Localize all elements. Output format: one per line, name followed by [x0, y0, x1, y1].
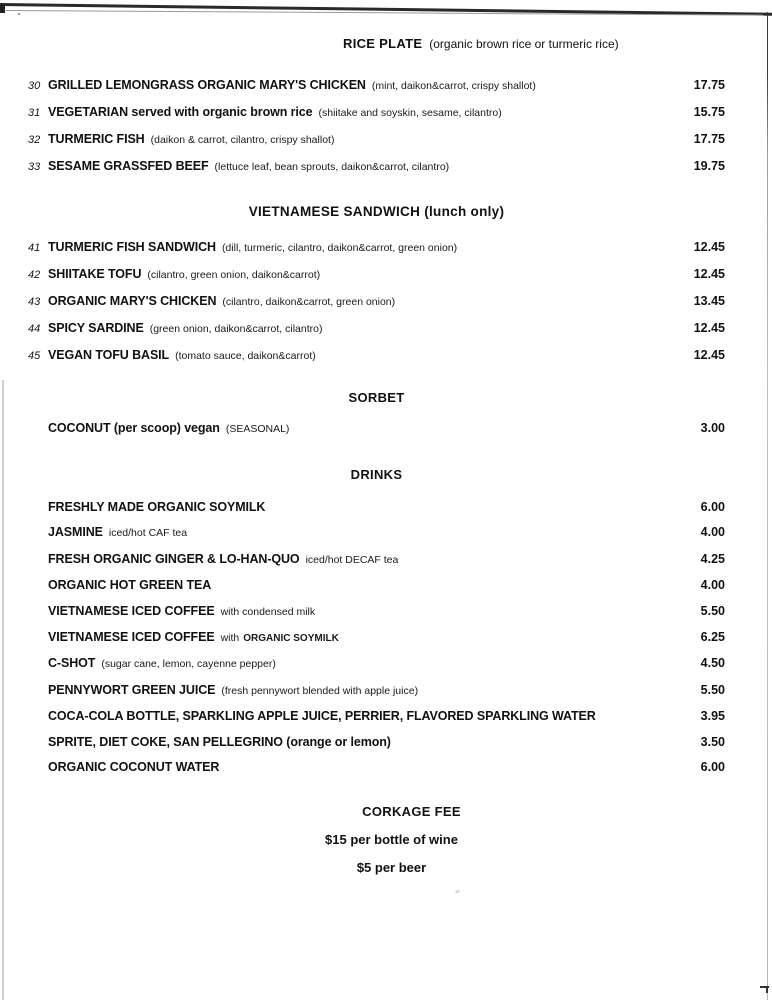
item-description: (cilantro, green onion, daikon&carrot) [147, 269, 321, 281]
item-name: COCONUT (per scoop) vegan [48, 421, 220, 435]
section-title: CORKAGE FEE [362, 804, 461, 820]
section-items [28, 495, 725, 780]
item-description: (sugar cane, lemon, cayenne pepper) [101, 658, 276, 671]
item-description: (shiitake and soyskin, sesame, cilantro) [318, 107, 502, 119]
item-price: 17.75 [693, 78, 725, 92]
item-name: COCA-COLA BOTTLE, SPARKLING APPLE JUICE, PERRIER, FLAVORED SPARKLING WATER [48, 709, 596, 724]
menu-item [28, 520, 725, 546]
menu-item [28, 625, 725, 651]
menu-section-drinks [28, 467, 725, 780]
section-header [63, 804, 760, 820]
item-name: ORGANIC COCONUT WATER [48, 760, 220, 775]
menu-item [28, 730, 725, 755]
item-description: (mint, daikon&carrot, crispy shallot) [371, 80, 536, 92]
menu-item [28, 573, 725, 598]
menu-section-vietnamese-sandwich [28, 204, 725, 369]
section-title: RICE PLATE [343, 36, 423, 51]
item-description: iced/hot CAF tea [108, 527, 188, 540]
menu-section-rice-plate [28, 36, 725, 180]
item-price: 15.75 [693, 105, 725, 119]
menu-item [28, 547, 725, 573]
item-description: (dill, turmeric, cilantro, daikon&carrot, green onion) [221, 242, 458, 254]
item-number: 32 [28, 134, 41, 146]
menu-section-sorbet [28, 390, 725, 442]
menu-item [28, 415, 725, 442]
item-price: 4.25 [700, 551, 725, 566]
item-description: (cilantro, daikon&carrot, green onion) [222, 296, 396, 308]
item-number: 33 [28, 161, 41, 173]
item-description: (green onion, daikon&carrot, cilantro) [149, 323, 323, 335]
item-price: 13.45 [693, 294, 725, 308]
item-number: 43 [28, 296, 41, 308]
menu-item [28, 651, 725, 677]
item-price: 6.00 [700, 760, 725, 775]
menu-item [28, 288, 725, 315]
item-price: 6.00 [700, 500, 725, 514]
item-number: 45 [28, 350, 41, 362]
item-price: 4.00 [700, 525, 725, 540]
menu-item [28, 704, 725, 729]
menu-item [28, 342, 725, 369]
item-name: SPRITE, DIET COKE, SAN PELLEGRINO (orange or lemon) [48, 734, 391, 749]
menu-item [28, 315, 725, 342]
menu-item [28, 126, 725, 153]
menu-item [28, 678, 725, 704]
item-name: GRILLED LEMONGRASS ORGANIC MARY'S CHICKEN [48, 78, 366, 92]
item-price: 5.50 [700, 682, 725, 697]
item-description-strong: ORGANIC SOYMILK [243, 633, 339, 645]
menu-item [28, 99, 725, 126]
item-description: with [220, 632, 240, 645]
item-number: 44 [28, 323, 41, 335]
item-name: SPICY SARDINE [48, 321, 144, 335]
item-number: 31 [28, 107, 41, 119]
item-price: 3.00 [700, 421, 725, 435]
menu-item [28, 72, 725, 99]
item-price: 4.00 [700, 578, 725, 593]
item-number: 41 [28, 242, 41, 254]
item-description: (daikon & carrot, cilantro, crispy shallot) [150, 134, 335, 146]
item-price: 12.45 [693, 240, 725, 254]
item-name: SHIITAKE TOFU [48, 267, 142, 281]
section-title: DRINKS [350, 467, 403, 482]
item-name: VEGETARIAN served with organic brown rice [48, 105, 313, 119]
item-price: 5.50 [700, 603, 725, 618]
item-price: 6.25 [700, 630, 725, 645]
section-items [28, 234, 725, 369]
item-description: (fresh pennywort blended with apple juice) [221, 684, 419, 697]
item-name: FRESH ORGANIC GINGER & LO-HAN-QUO [48, 551, 300, 566]
menu-item [28, 234, 725, 261]
item-description: (SEASONAL) [225, 423, 290, 435]
item-name: PENNYWORT GREEN JUICE [48, 682, 216, 697]
menu-item [28, 261, 725, 288]
section-header [28, 36, 725, 52]
item-price: 12.45 [693, 321, 725, 335]
item-description: iced/hot DECAF tea [305, 553, 399, 566]
section-header [28, 390, 725, 406]
menu-item [28, 599, 725, 625]
item-name: ORGANIC MARY'S CHICKEN [48, 294, 217, 308]
item-name: VIETNAMESE ICED COFFEE [48, 630, 215, 645]
item-description: with condensed milk [220, 605, 316, 618]
item-price: 3.50 [700, 734, 725, 749]
item-price: 12.45 [693, 267, 725, 281]
item-name: FRESHLY MADE ORGANIC SOYMILK [48, 500, 266, 514]
item-price: 19.75 [693, 159, 725, 173]
section-title: SORBET [348, 390, 405, 405]
item-description: (tomato sauce, daikon&carrot) [175, 350, 316, 362]
item-name: TURMERIC FISH SANDWICH [48, 240, 216, 254]
corkage-line: $15 per bottle of wine [325, 832, 458, 848]
menu-section-corkage [28, 804, 725, 882]
menu-item [28, 153, 725, 180]
item-price: 4.50 [700, 656, 725, 671]
section-header [28, 204, 725, 220]
section-subtitle: (organic brown rice or turmeric rice) [429, 37, 619, 51]
item-name: VEGAN TOFU BASIL [48, 348, 170, 362]
item-price: 3.95 [700, 709, 725, 724]
item-name: TURMERIC FISH [48, 132, 145, 146]
menu-item [28, 495, 725, 520]
item-number: 42 [28, 269, 41, 281]
item-name: SESAME GRASSFED BEEF [48, 159, 209, 173]
item-name: JASMINE [48, 525, 103, 540]
item-description: (lettuce leaf, bean sprouts, daikon&carrot, cilantro) [214, 161, 450, 173]
corkage-line: $5 per beer [356, 860, 427, 876]
item-name: ORGANIC HOT GREEN TEA [48, 578, 212, 593]
section-lines [28, 826, 725, 882]
section-title: VIETNAMESE SANDWICH (lunch only) [248, 204, 505, 219]
item-price: 17.75 [693, 132, 725, 146]
item-number: 30 [28, 80, 41, 92]
item-name: VIETNAMESE ICED COFFEE [48, 603, 215, 618]
section-items [28, 72, 725, 180]
section-items [28, 415, 725, 442]
item-name: C-SHOT [48, 656, 96, 671]
menu-item [28, 755, 725, 780]
section-header [28, 467, 725, 483]
item-price: 12.45 [693, 348, 725, 362]
